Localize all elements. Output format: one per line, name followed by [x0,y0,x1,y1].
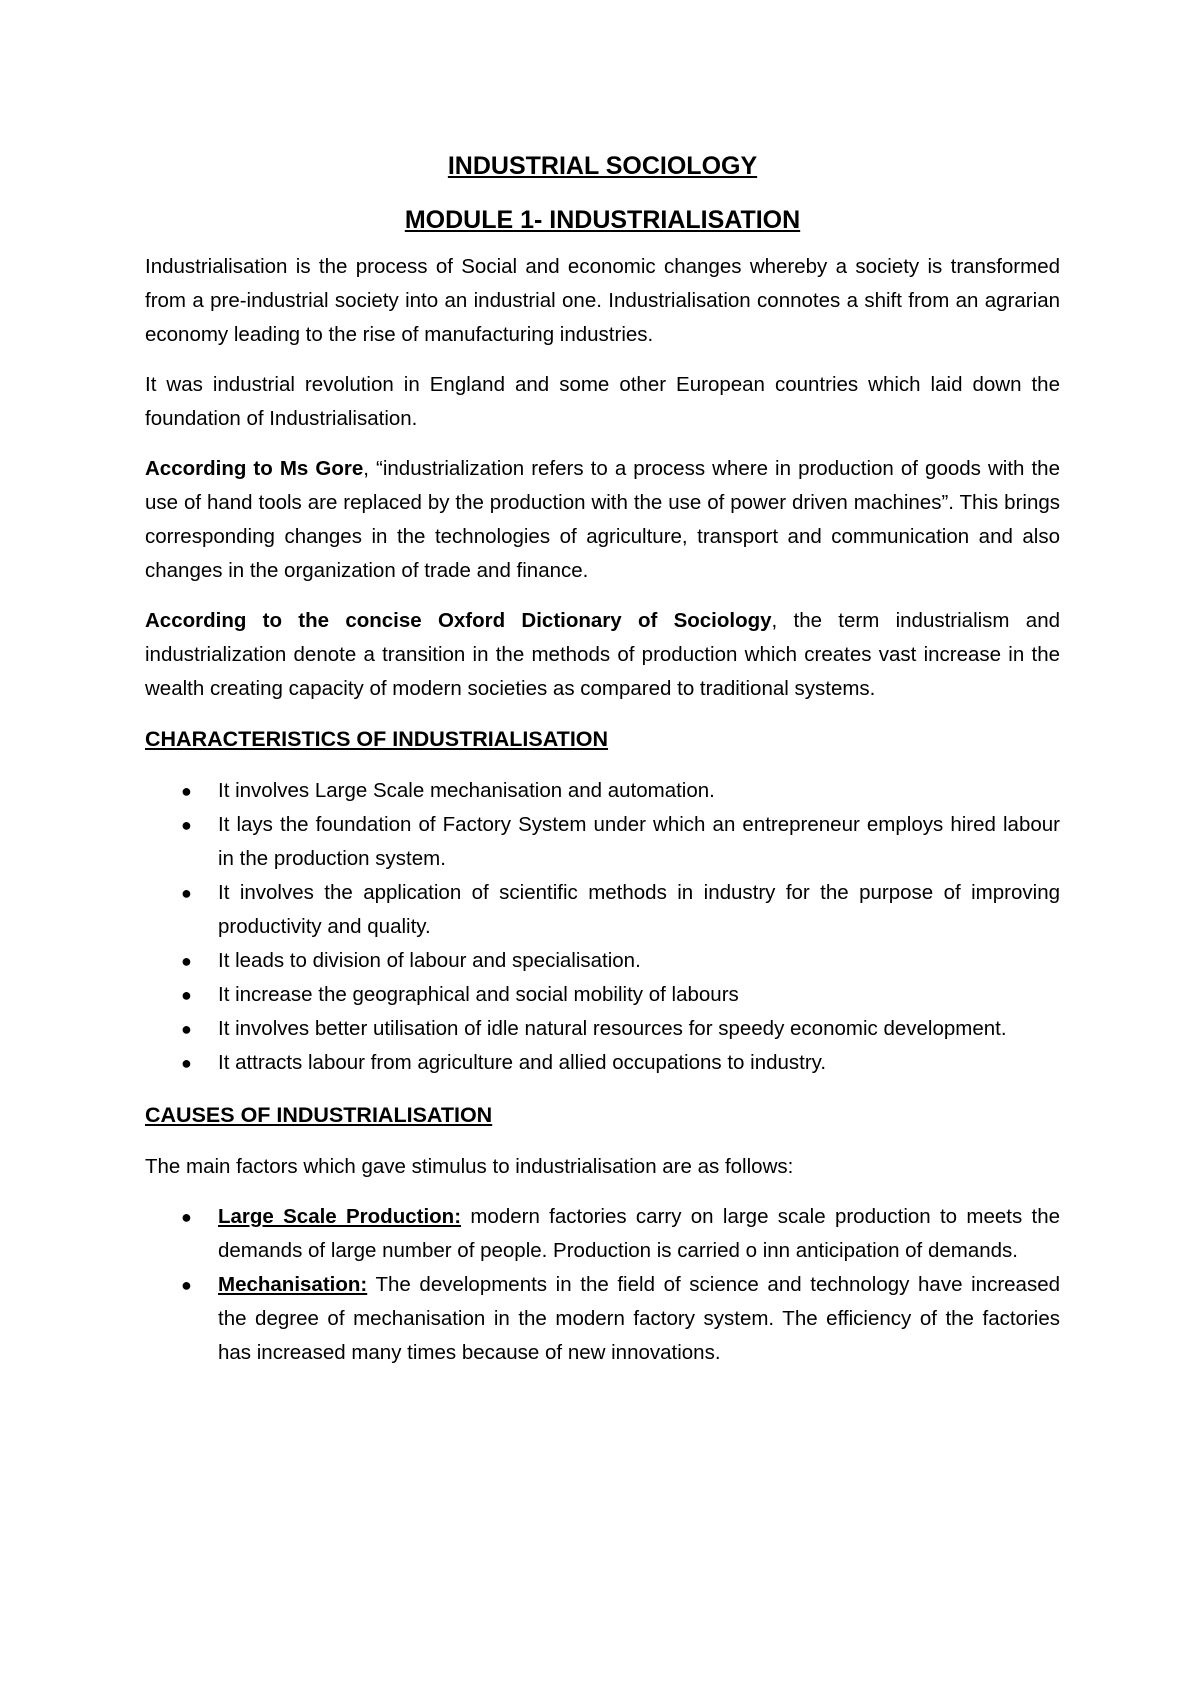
list-item-text: It involves better utilisation of idle natural resources for speedy economic development. [218,1017,1007,1040]
cause-label: Mechanisation: [218,1273,368,1296]
paragraph-origin: It was industrial revolution in England and some other European countries which laid down the foundation of Industrialisation. [145,373,1060,430]
list-item [145,1046,1060,1080]
paragraph-definition: Industrialisation is the process of Social and economic changes whereby a society is transformed from a pre-industrial society into an industrial one. Industrialisation connotes a shift from an agrarian economy leading to the rise of manufacturing industries. [145,255,1060,346]
bullet-icon: ● [181,1207,192,1227]
list-item-text: It lays the foundation of Factory System under which an entrepreneur employs hired labour in the production system. [218,813,1060,870]
list-item [145,774,1060,808]
causes-intro: The main factors which gave stimulus to industrialisation are as follows: [145,1155,794,1178]
paragraph-oxford-definition [145,604,1060,706]
characteristics-heading: CHARACTERISTICS OF INDUSTRIALISATION [145,727,609,751]
causes-heading: CAUSES OF INDUSTRIALISATION [145,1103,493,1127]
paragraph-gore-definition [145,452,1060,588]
oxford-text: , the term industrialism and industrialization denote a transition in the methods of production which creates vast increase in the wealth creating capacity of modern societies as compared to traditional systems. [145,609,1060,700]
cause-label: Large Scale Production: [218,1205,462,1228]
bullet-icon: ● [181,883,192,903]
module-title: MODULE 1- INDUSTRIALISATION [404,206,801,234]
cause-text: The developments in the field of science and technology have increased the degree of mechanisation in the modern factory system. The efficiency of the factories has increased many times because of new innovations. [218,1273,1060,1364]
bullet-icon: ● [181,951,192,971]
list-item [145,944,1060,978]
list-item [145,1268,1060,1370]
list-item [145,978,1060,1012]
bullet-icon: ● [181,1275,192,1295]
list-item [145,808,1060,876]
oxford-lead: According to the concise Oxford Dictionary of Sociology [145,609,772,632]
bullet-icon: ● [181,815,192,835]
document-body [145,148,1060,1388]
bullet-icon: ● [181,781,192,801]
list-item-text: It leads to division of labour and specialisation. [218,949,641,972]
list-item [145,1200,1060,1268]
characteristics-list [145,774,1060,1080]
list-item-text: It involves the application of scientific methods in industry for the purpose of improving productivity and quality. [218,881,1060,938]
bullet-icon: ● [181,1019,192,1039]
list-item-text: It involves Large Scale mechanisation and automation. [218,779,715,802]
causes-list [145,1200,1060,1370]
bullet-icon: ● [181,985,192,1005]
gore-lead: According to Ms Gore [145,457,364,480]
list-item-text: It attracts labour from agriculture and allied occupations to industry. [218,1051,827,1074]
gore-text: , “industrialization refers to a process where in production of goods with the use of hand tools are replaced by the production with the use of power driven machines”. This brings corresponding changes in the technologies of agriculture, transport and communication and also changes in the organization of trade and finance. [145,457,1060,582]
list-item-text: It increase the geographical and social mobility of labours [218,983,739,1006]
list-item [145,876,1060,944]
bullet-icon: ● [181,1053,192,1073]
cause-text: modern factories carry on large scale production to meets the demands of large number of people. Production is carried o inn anticipation of demands. [218,1205,1061,1262]
list-item [145,1012,1060,1046]
document-title: INDUSTRIAL SOCIOLOGY [447,152,758,180]
